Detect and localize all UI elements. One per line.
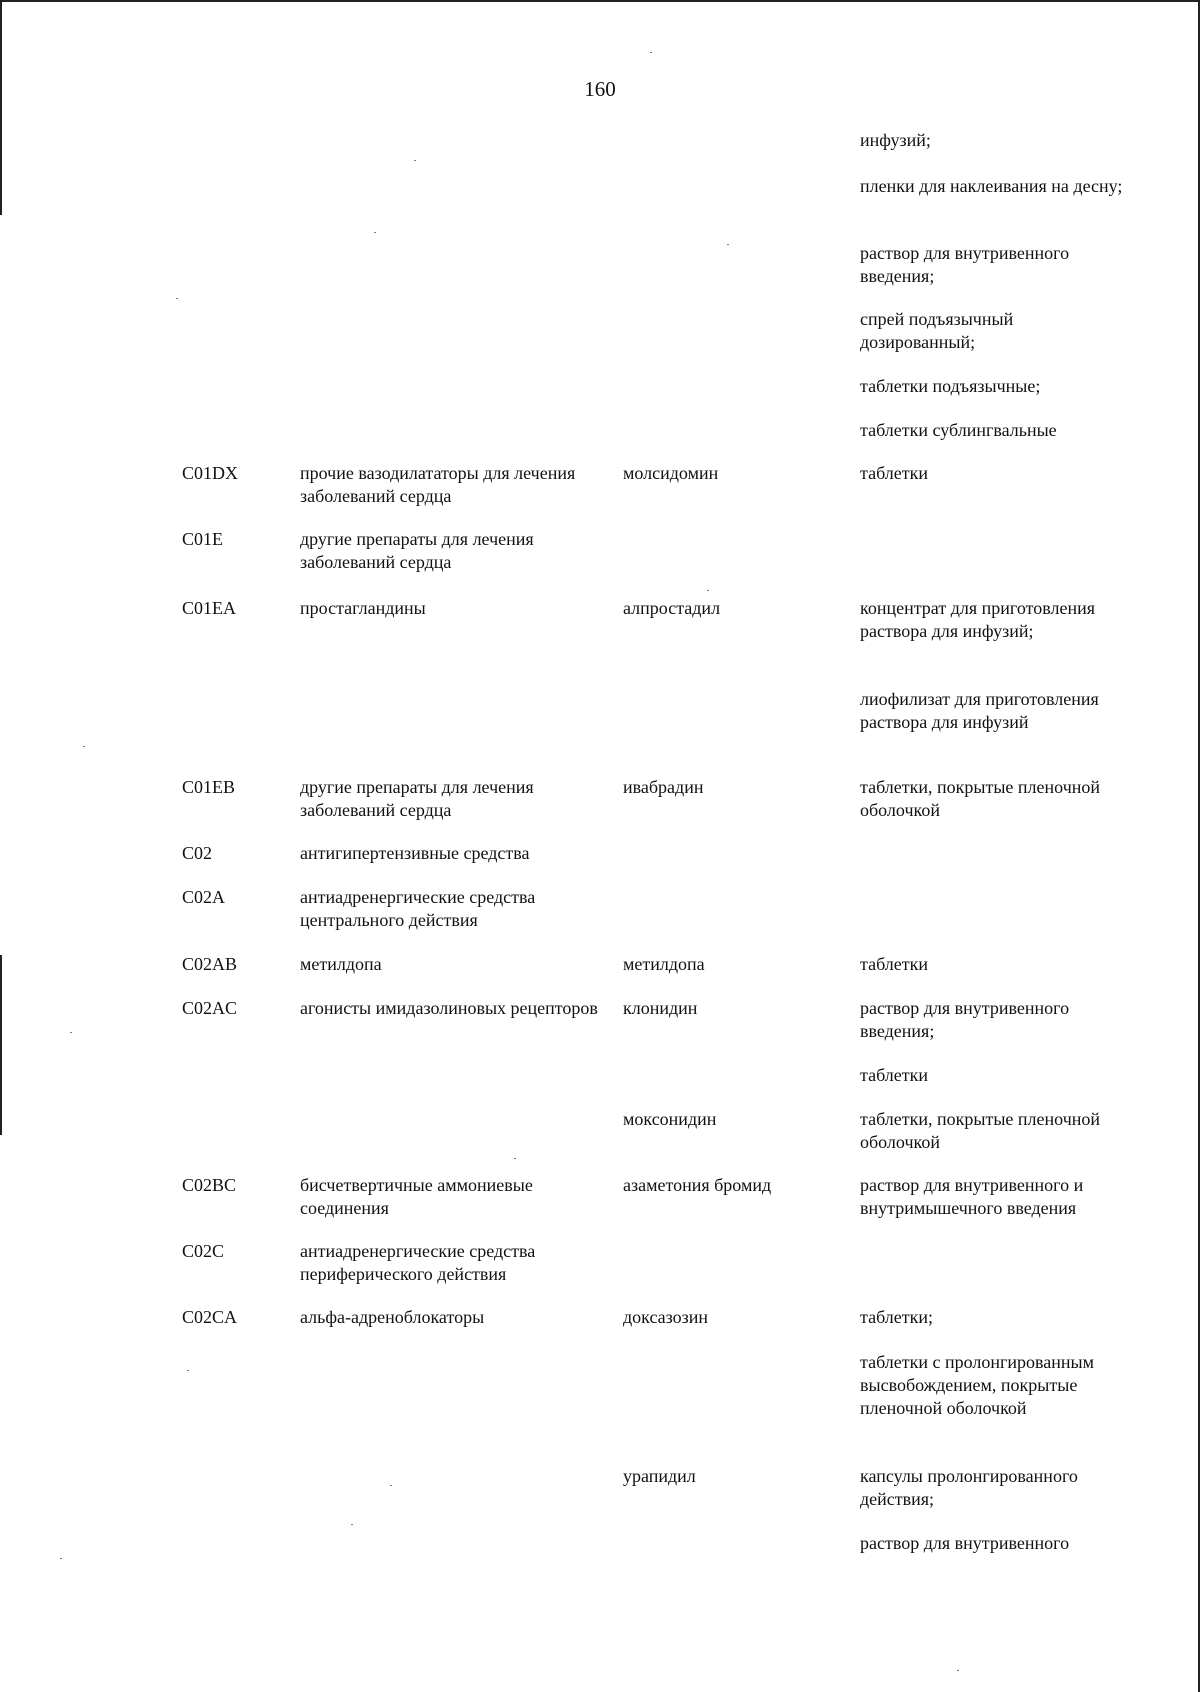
atc-code: C02A	[182, 887, 226, 907]
drug-name: азаметония бромид	[623, 1175, 772, 1195]
drug-name: молсидомин	[623, 463, 719, 483]
scan-speck	[390, 1485, 392, 1486]
pharmacological-group: простагландины	[300, 598, 426, 618]
dosage-form: таблетки, покрытые пленочной оболочкой	[860, 1109, 1101, 1152]
pharmacological-group: бисчетвертичные аммониевые соединения	[300, 1175, 533, 1218]
scan-speck	[176, 298, 178, 299]
drug-name: алпростадил	[623, 598, 721, 618]
dosage-form: таблетки сублингвальные	[860, 420, 1057, 440]
dosage-form: раствор для внутривенного введения;	[860, 243, 1070, 286]
scan-speck	[70, 1032, 72, 1033]
scan-speck	[650, 52, 652, 53]
pharmacological-group: альфа-адреноблокаторы	[300, 1307, 485, 1327]
pharmacological-group: антигипертензивные средства	[300, 843, 530, 863]
scan-speck	[187, 1370, 189, 1371]
dosage-form: пленки для наклеивания на десну;	[860, 176, 1123, 196]
atc-code: C01EB	[182, 777, 236, 797]
scan-speck	[707, 590, 709, 591]
pharmacological-group: другие препараты для лечения заболеваний сердца	[300, 529, 534, 572]
scan-speck	[351, 1524, 353, 1525]
dosage-form: лиофилизат для приготовления раствора для инфузий	[860, 689, 1099, 732]
drug-name: доксазозин	[623, 1307, 709, 1327]
scan-speck	[957, 1670, 959, 1671]
scan-speck	[83, 746, 85, 747]
dosage-form: спрей подъязычный дозированный;	[860, 309, 1014, 352]
pharmacological-group: другие препараты для лечения заболеваний сердца	[300, 777, 534, 820]
atc-code: C02BC	[182, 1175, 237, 1195]
dosage-form: капсулы пролонгированного действия;	[860, 1466, 1078, 1509]
dosage-form: раствор для внутривенного и внутримышечного введения	[860, 1175, 1084, 1218]
drug-name: клонидин	[623, 998, 698, 1018]
pharmacological-group: антиадренергические средства периферического действия	[300, 1241, 536, 1284]
pharmacological-group: антиадренергические средства центрального действия	[300, 887, 536, 930]
scan-edge-left-1	[0, 0, 2, 215]
pharmacological-group: метилдопа	[300, 954, 382, 974]
atc-code: C02AB	[182, 954, 238, 974]
dosage-form: таблетки	[860, 463, 929, 483]
dosage-form: раствор для внутривенного	[860, 1533, 1070, 1553]
atc-code: C02CA	[182, 1307, 238, 1327]
atc-code: C01E	[182, 529, 224, 549]
atc-code: C02C	[182, 1241, 225, 1261]
drug-name: урапидил	[623, 1466, 696, 1486]
dosage-form: таблетки, покрытые пленочной оболочкой	[860, 777, 1101, 820]
scan-speck	[727, 244, 729, 245]
dosage-form: инфузий;	[860, 130, 931, 150]
dosage-form: таблетки подъязычные;	[860, 376, 1041, 396]
scan-speck	[60, 1558, 62, 1559]
drug-name: ивабрадин	[623, 777, 704, 797]
dosage-form: таблетки	[860, 954, 929, 974]
dosage-form: концентрат для приготовления раствора для инфузий;	[860, 598, 1095, 641]
atc-code: C02AC	[182, 998, 238, 1018]
atc-code: C01EA	[182, 598, 236, 618]
page-number: 160	[584, 77, 616, 101]
scan-speck	[514, 1158, 516, 1159]
scan-edge-left-2	[0, 955, 2, 1135]
atc-code: C02	[182, 843, 213, 863]
dosage-form: раствор для внутривенного введения;	[860, 998, 1070, 1041]
pharmacological-group: прочие вазодилататоры для лечения заболеваний сердца	[300, 463, 576, 506]
atc-code: C01DX	[182, 463, 239, 483]
dosage-form: таблетки	[860, 1065, 929, 1085]
drug-name: метилдопа	[623, 954, 705, 974]
scan-speck	[414, 160, 416, 161]
dosage-form: таблетки;	[860, 1307, 934, 1327]
pharmacological-group: агонисты имидазолиновых рецепторов	[300, 998, 598, 1018]
scan-edge-top	[0, 0, 1200, 2]
drug-name: моксонидин	[623, 1109, 717, 1129]
dosage-form: таблетки с пролонгированным высвобождением, покрытые пленочной оболочкой	[860, 1352, 1095, 1418]
scan-speck	[374, 232, 376, 233]
